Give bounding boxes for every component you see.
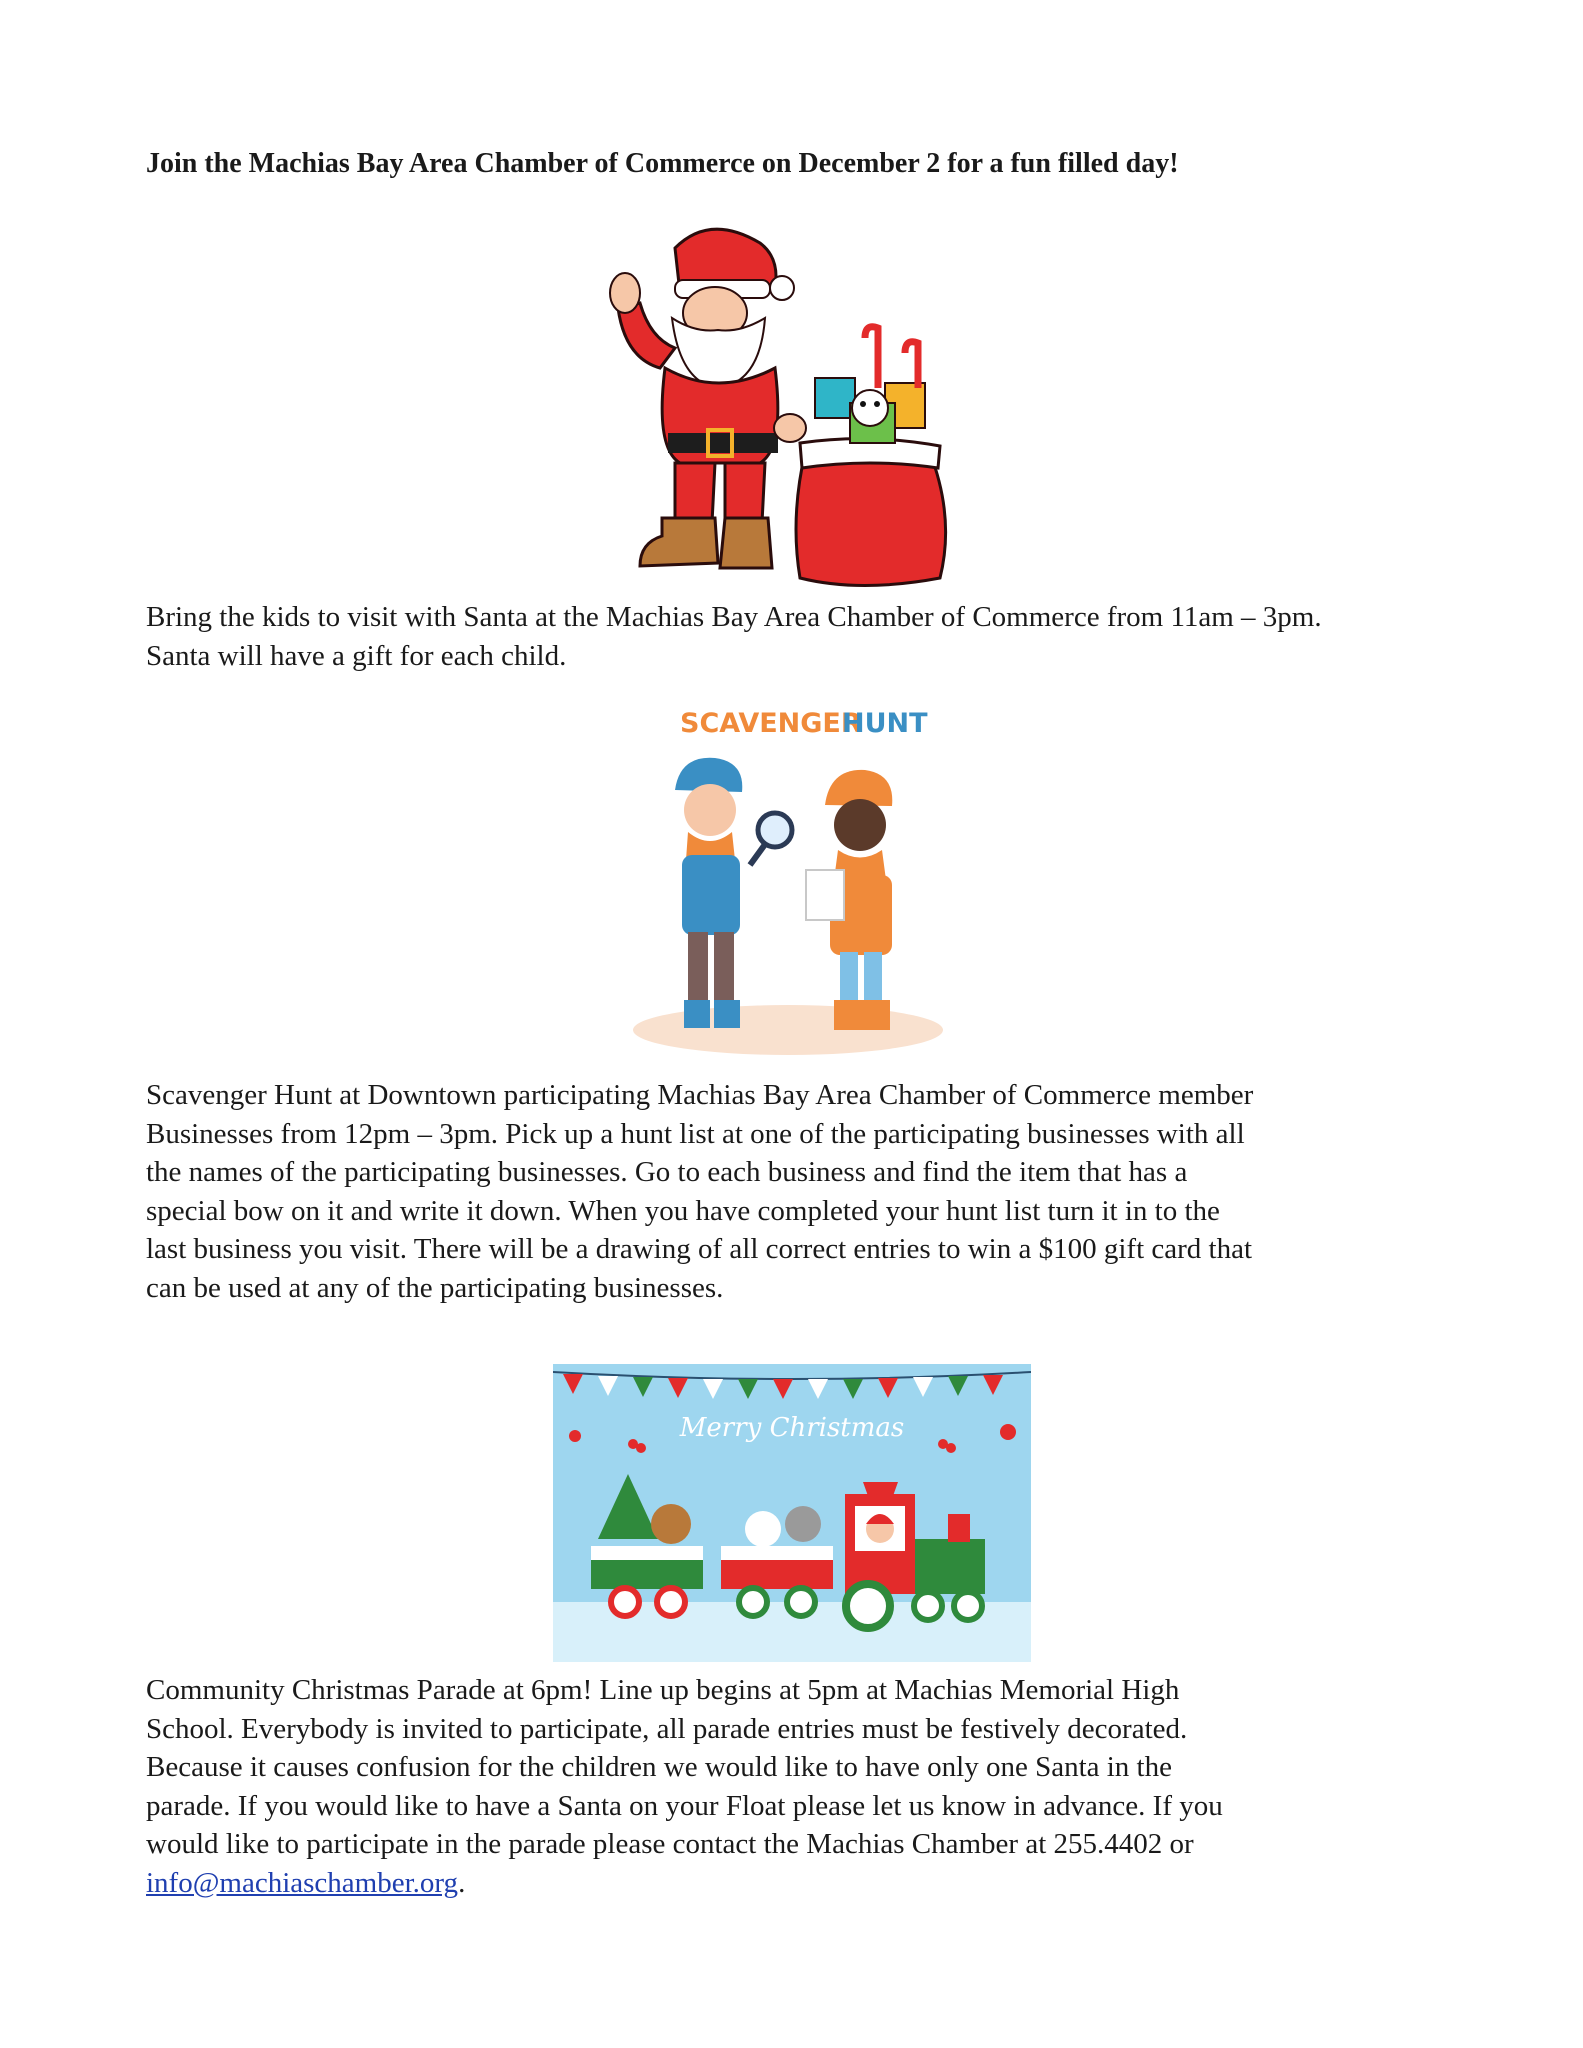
boy-figure xyxy=(675,758,792,1028)
paragraph-line: Businesses from 12pm – 3pm. Pick up a hunt list at one of the participating businesses with all xyxy=(146,1117,1245,1150)
paragraph-line: special bow on it and write it down. When you have completed your hunt list turn it in to the xyxy=(146,1194,1220,1227)
paragraph-line: Scavenger Hunt at Downtown participating Machias Bay Area Chamber of Commerce member xyxy=(146,1079,1254,1111)
scavenger-hunt-illustration xyxy=(610,700,960,1065)
paragraph-line-email xyxy=(146,1864,1436,1903)
paragraph-line: Santa will have a gift for each child. xyxy=(146,639,567,672)
paragraph-line: can be used at any of the participating businesses. xyxy=(146,1271,724,1304)
paragraph-line: would like to participate in the parade please contact the Machias Chamber at 255.4402 or xyxy=(146,1828,1194,1860)
merry-christmas-text: Merry Christmas xyxy=(679,1413,905,1443)
paragraph-line: School. Everybody is invited to participate, all parade entries must be festively decorated. xyxy=(146,1712,1188,1745)
paragraph-line: Community Christmas Parade at 6pm! Line up begins at 5pm at Machias Memorial High xyxy=(146,1674,1180,1706)
gift-sack xyxy=(796,327,946,586)
santa-paragraph xyxy=(146,598,1436,675)
image-title-hunt: HUNT xyxy=(842,708,928,739)
paragraph-line: the names of the participating businesses. Go to each business and find the item that has a xyxy=(146,1156,1188,1188)
santa-figure xyxy=(610,229,806,568)
email-suffix: . xyxy=(458,1866,466,1899)
paragraph-line: Because it causes confusion for the children we would like to have only one Santa in the xyxy=(146,1751,1172,1783)
page-heading: Join the Machias Bay Area Chamber of Commerce on December 2 for a fun filled day! xyxy=(146,148,1179,179)
girl-figure xyxy=(806,770,892,1030)
parade-paragraph xyxy=(146,1671,1436,1902)
image-title-scavenger: SCAVENGER xyxy=(680,708,862,739)
paragraph-line: Bring the kids to visit with Santa at the Machias Bay Area Chamber of Commerce from 11am – 3pm. xyxy=(146,601,1322,633)
scavenger-paragraph xyxy=(146,1076,1436,1307)
paragraph-line: parade. If you would like to have a Santa on your Float please let us know in advance. If you xyxy=(146,1789,1223,1822)
christmas-train-illustration xyxy=(553,1364,1031,1662)
email-link[interactable]: info@machiaschamber.org xyxy=(146,1866,459,1899)
santa-illustration xyxy=(600,218,980,598)
paragraph-line: last business you visit. There will be a drawing of all correct entries to win a $100 gift card that xyxy=(146,1233,1253,1265)
